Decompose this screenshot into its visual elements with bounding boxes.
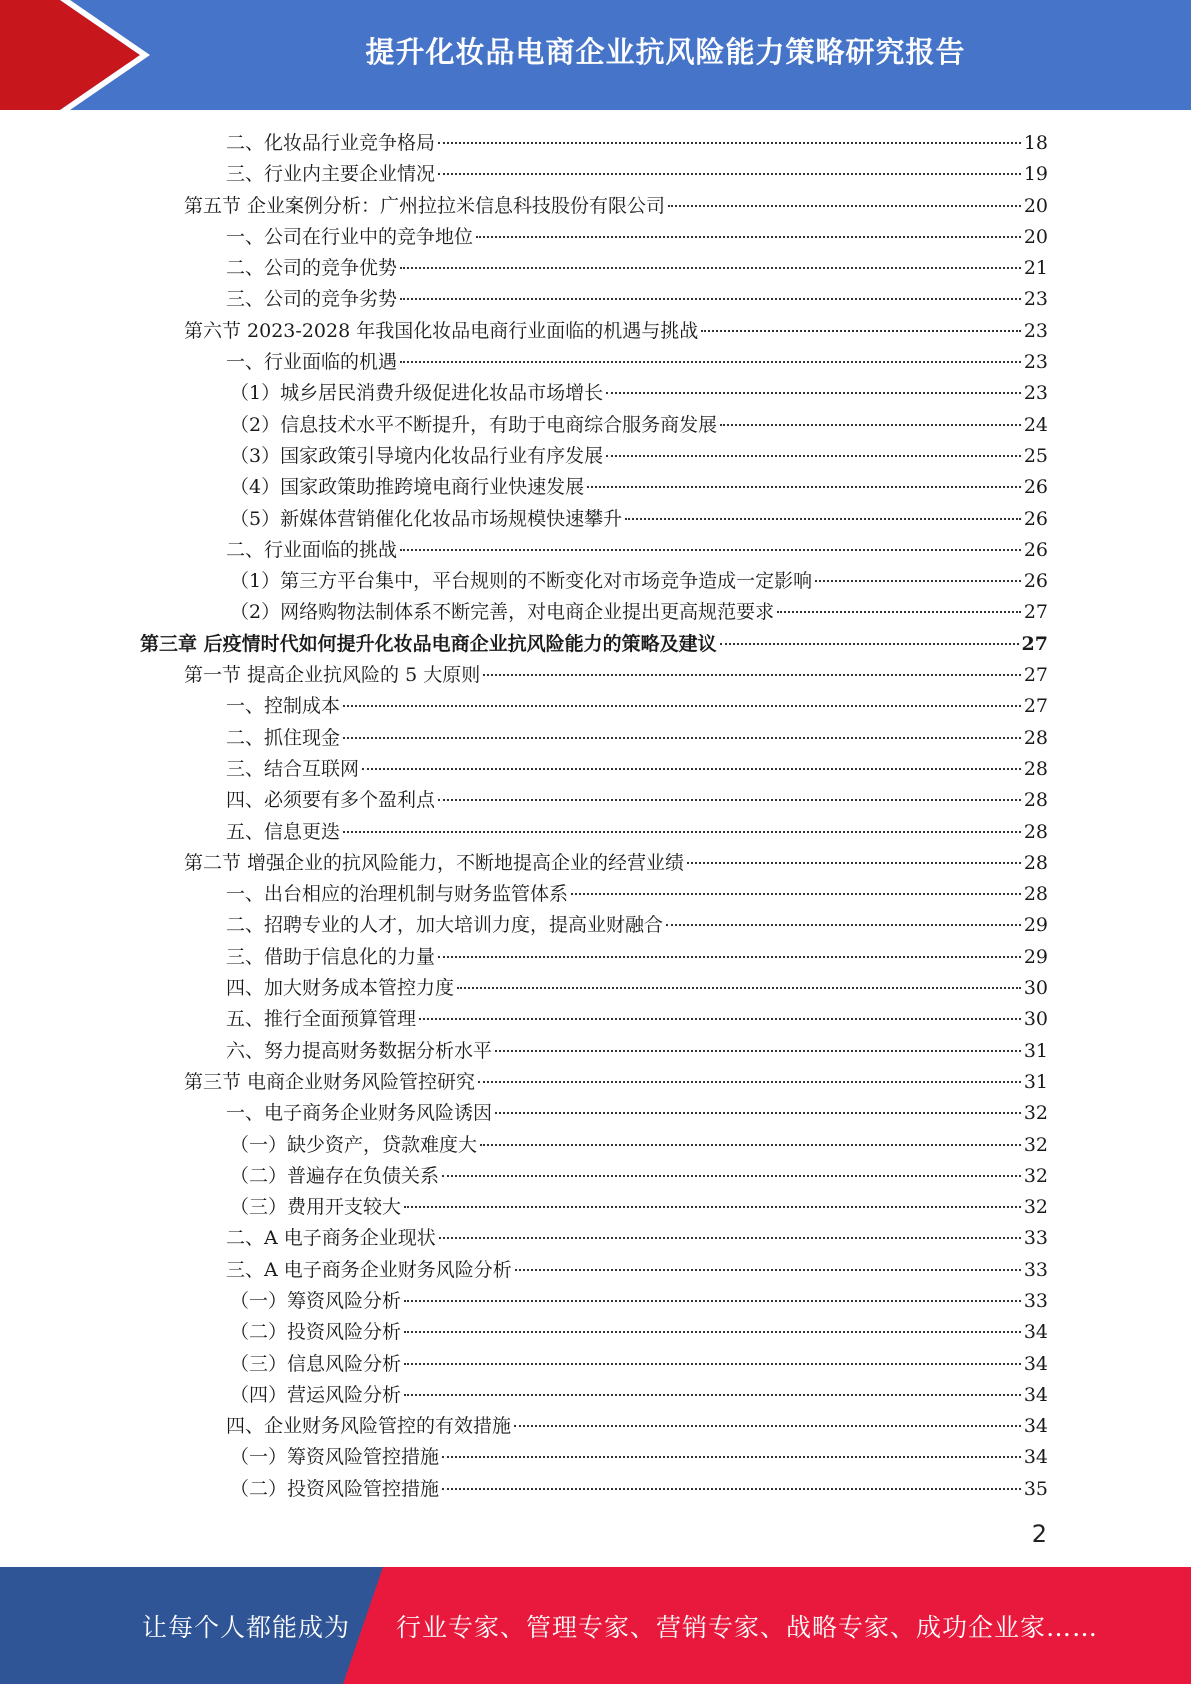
toc-entry[interactable] bbox=[140, 754, 1048, 785]
toc-entry-title: （一）筹资风险分析 bbox=[230, 1289, 402, 1312]
toc-entry-page: 32 bbox=[1023, 1196, 1048, 1219]
toc-entry-page: 23 bbox=[1023, 382, 1048, 405]
toc-entry-title: 六、努力提高财务数据分析水平 bbox=[226, 1039, 493, 1062]
toc-entry[interactable] bbox=[140, 253, 1048, 284]
toc-entry[interactable] bbox=[140, 691, 1048, 722]
toc-entry[interactable] bbox=[140, 1192, 1048, 1223]
toc-dot-leader bbox=[442, 1175, 1021, 1177]
toc-dot-leader bbox=[480, 1144, 1021, 1146]
toc-entry-title: 三、结合互联网 bbox=[226, 757, 360, 780]
toc-entry-page: 34 bbox=[1023, 1352, 1048, 1375]
toc-entry-title: （一）缺少资产，贷款难度大 bbox=[230, 1133, 478, 1156]
toc-entry-title: 二、招聘专业的人才，加大培训力度，提高业财融合 bbox=[226, 914, 664, 937]
toc-entry-page: 20 bbox=[1023, 194, 1048, 217]
toc-entry[interactable] bbox=[140, 1380, 1048, 1411]
toc-dot-leader bbox=[483, 674, 1021, 676]
toc-entry-page: 18 bbox=[1023, 132, 1048, 154]
table-of-contents bbox=[140, 128, 1048, 1505]
toc-entry-page: 20 bbox=[1023, 225, 1048, 248]
toc-entry[interactable] bbox=[140, 535, 1048, 566]
toc-entry[interactable] bbox=[140, 597, 1048, 628]
toc-dot-leader bbox=[476, 236, 1021, 238]
toc-entry-title: （一）筹资风险管控措施 bbox=[230, 1446, 440, 1469]
footer-slogan-left: 让每个人都能成为 bbox=[142, 1612, 351, 1642]
toc-entry[interactable] bbox=[140, 1098, 1048, 1129]
toc-entry-page: 31 bbox=[1023, 1070, 1048, 1093]
toc-entry-page: 30 bbox=[1023, 977, 1048, 1000]
toc-entry-page: 32 bbox=[1023, 1133, 1048, 1156]
toc-entry-page: 21 bbox=[1023, 257, 1048, 280]
toc-entry-title: （3）国家政策引导境内化妆品行业有序发展 bbox=[230, 444, 604, 467]
toc-entry-title: （5）新媒体营销催化化妆品市场规模快速攀升 bbox=[230, 507, 623, 530]
toc-entry-page: 27 bbox=[1023, 695, 1048, 718]
toc-dot-leader bbox=[777, 611, 1021, 613]
toc-entry[interactable] bbox=[140, 879, 1048, 910]
toc-entry-title: 四、必须要有多个盈利点 bbox=[226, 789, 436, 812]
toc-entry-page: 26 bbox=[1023, 570, 1048, 593]
toc-dot-leader bbox=[571, 893, 1021, 895]
toc-entry-title: 二、公司的竞争优势 bbox=[226, 257, 398, 280]
toc-entry[interactable] bbox=[140, 504, 1048, 535]
toc-dot-leader bbox=[400, 267, 1021, 269]
toc-entry-title: 三、A 电子商务企业财务风险分析 bbox=[226, 1258, 512, 1281]
header-chevron-icon bbox=[0, 0, 150, 110]
toc-entry-title: 第五节 企业案例分析：广州拉拉米信息科技股份有限公司 bbox=[184, 194, 666, 217]
toc-dot-leader bbox=[495, 1050, 1021, 1052]
toc-entry[interactable] bbox=[140, 1067, 1048, 1098]
toc-dot-leader bbox=[362, 768, 1021, 770]
toc-entry[interactable] bbox=[140, 1130, 1048, 1161]
toc-entry-page: 35 bbox=[1023, 1477, 1048, 1500]
toc-dot-leader bbox=[404, 1331, 1021, 1333]
toc-dot-leader bbox=[720, 643, 1019, 645]
toc-dot-leader bbox=[457, 987, 1021, 989]
toc-dot-leader bbox=[606, 392, 1021, 394]
toc-entry-title: 一、出台相应的治理机制与财务监管体系 bbox=[226, 883, 569, 906]
toc-entry-page: 28 bbox=[1023, 820, 1048, 843]
toc-entry[interactable] bbox=[140, 1317, 1048, 1348]
toc-entry-page: 29 bbox=[1023, 945, 1048, 968]
toc-entry-page: 27 bbox=[1023, 664, 1048, 687]
toc-entry-page: 34 bbox=[1023, 1415, 1048, 1438]
toc-entry-page: 24 bbox=[1023, 413, 1048, 436]
toc-dot-leader bbox=[400, 549, 1021, 551]
toc-entry-title: 三、借助于信息化的力量 bbox=[226, 945, 436, 968]
toc-dot-leader bbox=[495, 1112, 1021, 1114]
toc-entry[interactable] bbox=[140, 817, 1048, 848]
toc-dot-leader bbox=[701, 330, 1021, 332]
toc-entry[interactable] bbox=[140, 629, 1048, 660]
toc-entry-title: 三、公司的竞争劣势 bbox=[226, 288, 398, 311]
toc-entry-title: 五、信息更迭 bbox=[226, 820, 341, 843]
toc-entry-title: 一、公司在行业中的竞争地位 bbox=[226, 225, 474, 248]
toc-entry[interactable] bbox=[140, 472, 1048, 503]
toc-entry-title: 二、抓住现金 bbox=[226, 726, 341, 749]
toc-entry-title: 四、加大财务成本管控力度 bbox=[226, 977, 455, 1000]
toc-entry-page: 26 bbox=[1023, 476, 1048, 499]
toc-entry[interactable] bbox=[140, 1411, 1048, 1442]
toc-entry-title: （二）投资风险管控措施 bbox=[230, 1477, 440, 1500]
toc-entry-title: 三、行业内主要企业情况 bbox=[226, 163, 436, 186]
toc-entry[interactable] bbox=[140, 848, 1048, 879]
toc-entry-page: 34 bbox=[1023, 1446, 1048, 1469]
toc-entry-page: 23 bbox=[1023, 351, 1048, 374]
toc-dot-leader bbox=[404, 1206, 1021, 1208]
toc-entry-page: 33 bbox=[1023, 1227, 1048, 1250]
toc-entry-title: 第三节 电商企业财务风险管控研究 bbox=[184, 1070, 476, 1093]
toc-entry[interactable] bbox=[140, 191, 1048, 222]
toc-dot-leader bbox=[438, 142, 1021, 144]
toc-entry[interactable] bbox=[140, 441, 1048, 472]
toc-entry[interactable] bbox=[140, 973, 1048, 1004]
toc-entry[interactable] bbox=[140, 347, 1048, 378]
toc-entry-title: 四、企业财务风险管控的有效措施 bbox=[226, 1415, 512, 1438]
toc-entry-title: （三）信息风险分析 bbox=[230, 1352, 402, 1375]
toc-dot-leader bbox=[606, 455, 1021, 457]
report-title: 提升化妆品电商企业抗风险能力策略研究报告 bbox=[365, 34, 966, 69]
toc-dot-leader bbox=[400, 298, 1021, 300]
toc-entry[interactable] bbox=[140, 222, 1048, 253]
page-number: 2 bbox=[1031, 1520, 1047, 1548]
toc-dot-leader bbox=[404, 1300, 1021, 1302]
toc-entry-title: 第一节 提高企业抗风险的 5 大原则 bbox=[184, 664, 481, 687]
toc-dot-leader bbox=[442, 1456, 1021, 1458]
page-header bbox=[0, 0, 1191, 110]
toc-entry-page: 34 bbox=[1023, 1321, 1048, 1344]
toc-entry-title: （2）网络购物法制体系不断完善，对电商企业提出更高规范要求 bbox=[230, 601, 775, 624]
toc-entry-page: 32 bbox=[1023, 1164, 1048, 1187]
toc-entry-title: 二、化妆品行业竞争格局 bbox=[226, 132, 436, 154]
toc-dot-leader bbox=[438, 956, 1021, 958]
toc-entry-page: 26 bbox=[1023, 538, 1048, 561]
toc-dot-leader bbox=[687, 862, 1021, 864]
toc-entry[interactable] bbox=[140, 1004, 1048, 1035]
toc-entry-page: 28 bbox=[1023, 757, 1048, 780]
toc-entry-title: （四）营运风险分析 bbox=[230, 1383, 402, 1406]
toc-entry[interactable] bbox=[140, 128, 1048, 159]
toc-entry-page: 28 bbox=[1023, 789, 1048, 812]
toc-dot-leader bbox=[404, 1363, 1021, 1365]
toc-entry-page: 33 bbox=[1023, 1289, 1048, 1312]
toc-entry-title: （2）信息技术水平不断提升，有助于电商综合服务商发展 bbox=[230, 413, 718, 436]
toc-entry[interactable] bbox=[140, 566, 1048, 597]
toc-entry[interactable] bbox=[140, 1442, 1048, 1473]
toc-dot-leader bbox=[343, 705, 1021, 707]
toc-entry-title: 二、A 电子商务企业现状 bbox=[226, 1227, 436, 1250]
toc-entry-page: 27 bbox=[1023, 601, 1048, 624]
toc-entry[interactable] bbox=[140, 723, 1048, 754]
toc-entry-title: （1）第三方平台集中，平台规则的不断变化对市场竞争造成一定影响 bbox=[230, 570, 813, 593]
toc-entry-page: 19 bbox=[1023, 163, 1048, 186]
toc-entry[interactable] bbox=[140, 1223, 1048, 1254]
toc-entry[interactable] bbox=[140, 1474, 1048, 1505]
toc-dot-leader bbox=[343, 737, 1021, 739]
toc-entry-page: 27 bbox=[1021, 632, 1048, 655]
toc-entry[interactable] bbox=[140, 378, 1048, 409]
toc-entry-page: 28 bbox=[1023, 851, 1048, 874]
toc-entry[interactable] bbox=[140, 660, 1048, 691]
toc-entry[interactable] bbox=[140, 1255, 1048, 1286]
toc-entry-page: 25 bbox=[1023, 444, 1048, 467]
toc-dot-leader bbox=[438, 799, 1021, 801]
toc-dot-leader bbox=[439, 1237, 1021, 1239]
toc-dot-leader bbox=[442, 1488, 1021, 1490]
toc-entry-page: 29 bbox=[1023, 914, 1048, 937]
toc-entry-title: 一、行业面临的机遇 bbox=[226, 351, 398, 374]
toc-entry[interactable] bbox=[140, 1349, 1048, 1380]
toc-entry-page: 34 bbox=[1023, 1383, 1048, 1406]
footer-slogan-right: 行业专家、管理专家、营销专家、战略专家、成功企业家…… bbox=[396, 1612, 1099, 1642]
toc-entry-page: 28 bbox=[1023, 726, 1048, 749]
toc-entry-title: （1）城乡居民消费升级促进化妆品市场增长 bbox=[230, 382, 604, 405]
toc-entry[interactable] bbox=[140, 410, 1048, 441]
toc-entry-title: （二）投资风险分析 bbox=[230, 1321, 402, 1344]
toc-entry-title: 五、推行全面预算管理 bbox=[226, 1008, 417, 1031]
toc-dot-leader bbox=[625, 518, 1021, 520]
toc-entry-title: （4）国家政策助推跨境电商行业快速发展 bbox=[230, 476, 585, 499]
toc-dot-leader bbox=[438, 173, 1021, 175]
toc-dot-leader bbox=[668, 205, 1021, 207]
toc-entry[interactable] bbox=[140, 942, 1048, 973]
toc-entry[interactable] bbox=[140, 785, 1048, 816]
toc-dot-leader bbox=[587, 486, 1021, 488]
toc-dot-leader bbox=[515, 1269, 1021, 1271]
page-footer bbox=[0, 1567, 1191, 1684]
toc-dot-leader bbox=[720, 424, 1021, 426]
toc-entry-title: 二、行业面临的挑战 bbox=[226, 538, 398, 561]
toc-entry-page: 30 bbox=[1023, 1008, 1048, 1031]
toc-entry-page: 32 bbox=[1023, 1102, 1048, 1125]
toc-dot-leader bbox=[419, 1018, 1021, 1020]
toc-entry[interactable] bbox=[140, 316, 1048, 347]
toc-entry[interactable] bbox=[140, 1161, 1048, 1192]
toc-entry[interactable] bbox=[140, 910, 1048, 941]
toc-entry-page: 33 bbox=[1023, 1258, 1048, 1281]
toc-entry[interactable] bbox=[140, 284, 1048, 315]
toc-dot-leader bbox=[404, 1394, 1021, 1396]
toc-dot-leader bbox=[478, 1081, 1021, 1083]
toc-dot-leader bbox=[815, 580, 1021, 582]
toc-entry-page: 23 bbox=[1023, 319, 1048, 342]
toc-entry-page: 31 bbox=[1023, 1039, 1048, 1062]
toc-entry[interactable] bbox=[140, 159, 1048, 190]
toc-entry-page: 26 bbox=[1023, 507, 1048, 530]
toc-entry-page: 28 bbox=[1023, 883, 1048, 906]
toc-entry-title: 第二节 增强企业的抗风险能力，不断地提高企业的经营业绩 bbox=[184, 851, 685, 874]
toc-entry-title: 一、控制成本 bbox=[226, 695, 341, 718]
toc-entry-title: （二）普遍存在负债关系 bbox=[230, 1164, 440, 1187]
toc-entry[interactable] bbox=[140, 1036, 1048, 1067]
toc-dot-leader bbox=[514, 1425, 1021, 1427]
toc-entry-title: 第六节 2023-2028 年我国化妆品电商行业面临的机遇与挑战 bbox=[184, 319, 699, 342]
toc-dot-leader bbox=[400, 361, 1021, 363]
toc-entry-title: （三）费用开支较大 bbox=[230, 1196, 402, 1219]
toc-dot-leader bbox=[666, 924, 1021, 926]
toc-entry[interactable] bbox=[140, 1286, 1048, 1317]
toc-entry-page: 23 bbox=[1023, 288, 1048, 311]
toc-entry-title: 一、电子商务企业财务风险诱因 bbox=[226, 1102, 493, 1125]
toc-dot-leader bbox=[343, 831, 1021, 833]
toc-entry-title: 第三章 后疫情时代如何提升化妆品电商企业抗风险能力的策略及建议 bbox=[140, 632, 717, 655]
